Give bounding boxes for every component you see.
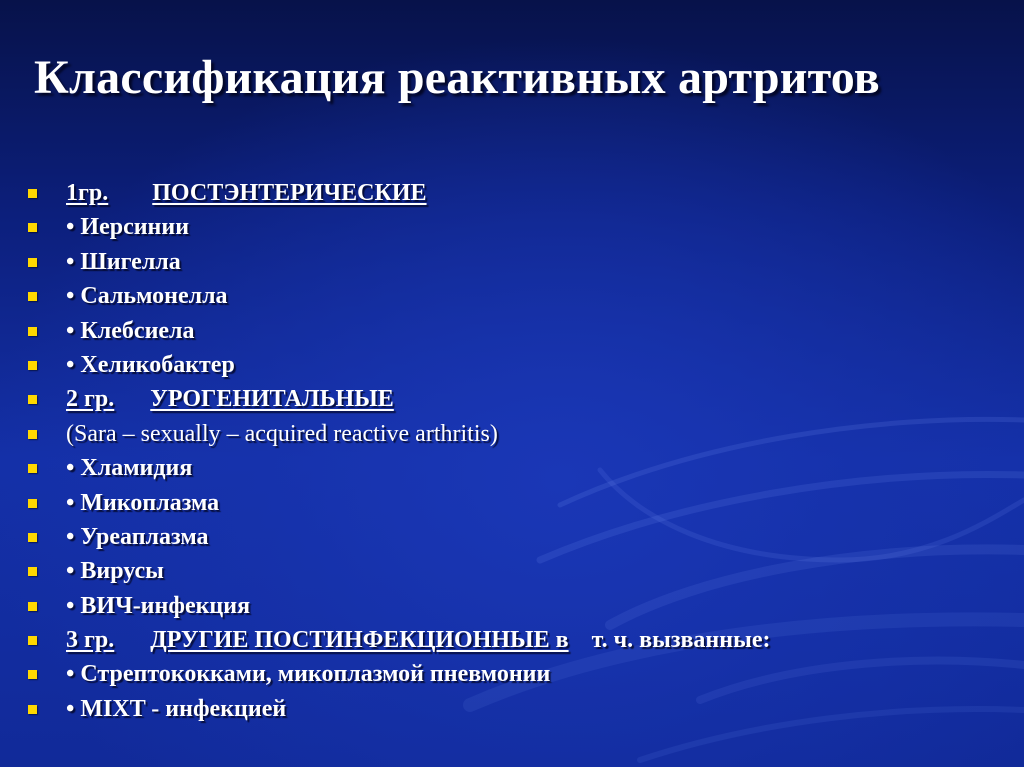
bullet-square-icon [28,223,37,232]
bullet-square-icon [28,670,37,679]
bullet-list [28,178,770,728]
bullet-square-icon [28,258,37,267]
bullet-square-icon [28,602,37,611]
bullet-square-icon [28,292,37,301]
list-item-text: • Стрептококками, микоплазмой пневмонии [66,661,551,688]
list-item-text: • Шигелла [66,248,181,275]
list-item-text: • ВИЧ-инфекция [66,592,251,619]
group-title: ДРУГИЕ ПОСТИНФЕКЦИОННЫЕ в [150,627,569,654]
list-item [28,247,770,281]
group-title: ПОСТЭНТЕРИЧЕСКИЕ [152,180,427,206]
list-item [28,522,770,556]
list-item [28,659,770,693]
bullet-square-icon [28,636,37,645]
list-item [28,281,770,315]
list-item-text: (Sara – sexually – acquired reactive arthritis) [66,420,498,447]
list-item [28,212,770,246]
list-item [28,350,770,384]
group-heading-3 [28,625,770,659]
bullet-square-icon [28,567,37,576]
group-title-suffix: т. ч. вызванные: [591,627,771,654]
list-item [28,591,770,625]
bullet-square-icon [28,327,37,336]
list-item-text: • Хламидия [66,455,193,482]
list-item-text: • Хеликобактер [66,351,235,378]
list-item [28,453,770,487]
list-item [28,694,770,728]
bullet-square-icon [28,430,37,439]
list-item-text: • Уреаплазма [66,523,209,550]
list-item-text: • Вирусы [66,558,164,585]
group-title: УРОГЕНИТАЛЬНЫЕ [150,386,394,413]
list-item [28,488,770,522]
list-item-text: • MIXT - инфекцией [66,695,287,722]
group-label: 3 гр. [66,627,115,654]
bullet-square-icon [28,464,37,473]
group-label: 1гр. [66,180,109,206]
slide-title: Классификация реактивных артритов [34,51,880,104]
list-item [28,316,770,350]
list-item-text: • Микоплазма [66,489,220,516]
group-heading-2 [28,384,770,418]
group-heading-1 [28,178,770,212]
bullet-square-icon [28,533,37,542]
group-label: 2 гр. [66,386,115,413]
bullet-square-icon [28,499,37,508]
list-item [28,556,770,590]
bullet-square-icon [28,361,37,370]
list-item-text: • Клебсиела [66,317,195,344]
list-item [28,419,770,453]
bullet-square-icon [28,395,37,404]
bullet-square-icon [28,189,37,198]
list-item-text: • Сальмонелла [66,283,228,310]
list-item-text: • Иерсинии [66,214,190,241]
bullet-square-icon [28,705,37,714]
